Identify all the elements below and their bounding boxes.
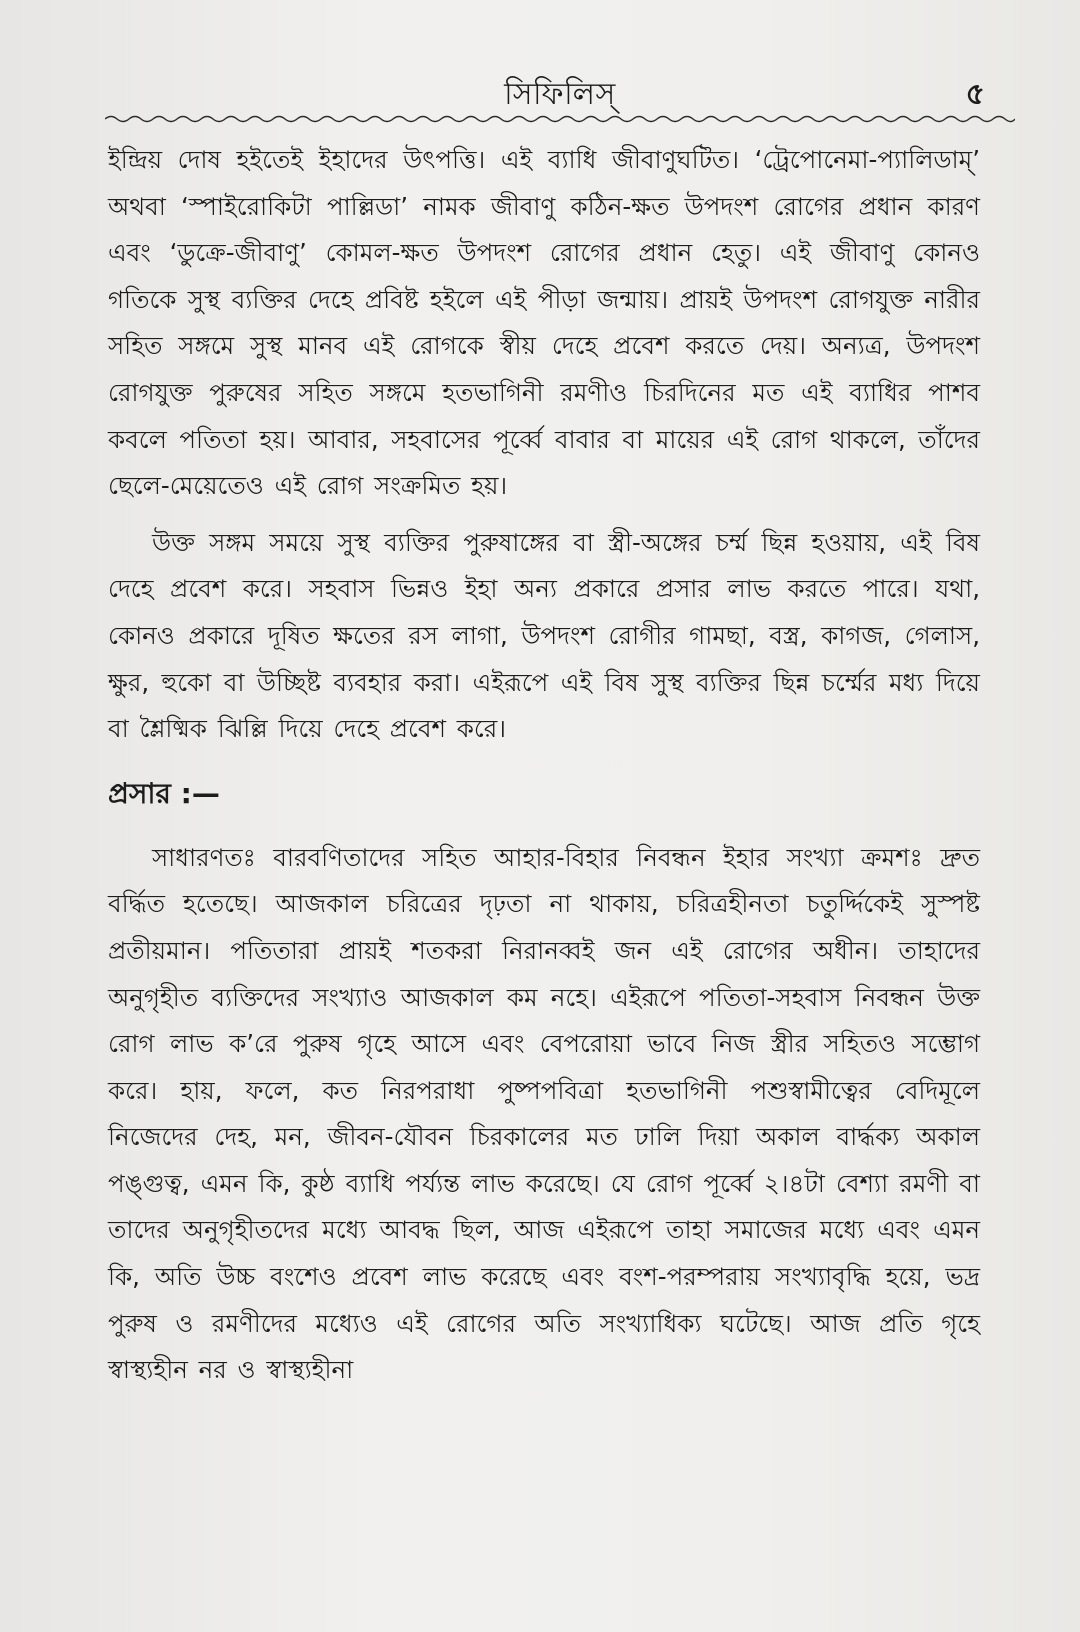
section-heading-spread: প্রসার :—	[108, 776, 220, 810]
paragraph-origin: ইন্দ্রিয় দোষ হইতেই ইহাদের উৎপত্তি। এই ব্যাধি জীবাণুঘটিত। ‘ট্রেপোনেমা-প্যালিডাম্’ অথবা ‘স্পাইরোকিটা পাল্লিডা’ নামক জীবাণু কঠিন-ক্ষত উপদংশ রোগের প্রধান কারণ এবং ‘ডুক্রে-জীবাণু’ কোমল-ক্ষত উপদংশ রোগের প্রধান হেতু। এই জীবাণু কোনও গতিকে সুস্থ ব্যক্তির দেহে প্রবিষ্ট হইলে এই পীড়া জন্মায়। প্রায়ই উপদংশ রোগযুক্ত নারীর সহিত সঙ্গমে সুস্থ মানব এই রোগকে স্বীয় দেহে প্রবেশ করতে দেয়। অন্যত্র, উপদংশ রোগযুক্ত পুরুষের সহিত সঙ্গমে হতভাগিনী রমণীও চিরদিনের মত এই ব্যাধির পাশব কবলে পতিতা হয়। আবার, সহবাসের পূর্ব্বে বাবার বা মায়ের এই রোগ থাকলে, তাঁদের ছেলে-মেয়েতেও এই রোগ সংক্রমিত হয়।	[108, 145, 980, 501]
paragraph-spread: সাধারণতঃ বারবণিতাদের সহিত আহার-বিহার নিবন্ধন ইহার সংখ্যা ক্রমশঃ দ্রুত বর্দ্ধিত হতেছে। আজকাল চরিত্রের দৃঢ়তা না থাকায়, চরিত্রহীনতা চতুর্দ্দিকেই সুস্পষ্ট প্রতীয়মান। পতিতারা প্রায়ই শতকরা নিরানব্বই জন এই রোগের অধীন। তাহাদের অনুগৃহীত ব্যক্তিদের সংখ্যাও আজকাল কম নহে। এইরূপে পতিতা-সহবাস নিবন্ধন উক্ত রোগ লাভ ক’রে পুরুষ গৃহে আসে এবং বেপরোয়া ভাবে নিজ স্ত্রীর সহিতও সম্ভোগ করে। হায়, ফলে, কত নিরপরাধা পুষ্পপবিত্রা হতভাগিনী পশুস্বামীত্বের বেদিমূলে নিজেদের দেহ, মন, জীবন-যৌবন চিরকালের মত ঢালি দিয়া অকাল বার্দ্ধক্য অকাল পঙ্গুত্ব, এমন কি, কুষ্ঠ ব্যাধি পর্য্যন্ত লাভ করেছে। যে রোগ পূর্ব্বে ২।৪টা বেশ্যা রমণী বা তাদের অনুগৃহীতদের মধ্যে আবদ্ধ ছিল, আজ এইরূপে তাহা সমাজের মধ্যে এবং এমন কি, অতি উচ্চ বংশেও প্রবেশ লাভ করেছে এবং বংশ-পরম্পরায় সংখ্যাবৃদ্ধি হয়ে, ভদ্র পুরুষ ও রমণীদের মধ্যেও এই রোগের অতি সংখ্যাধিক্য ঘটেছে। আজ প্রতি গৃহে স্বাস্থ্যহীন নর ও স্বাস্থ্যহীনা	[108, 842, 980, 1385]
paragraph-transmission: উক্ত সঙ্গম সময়ে সুস্থ ব্যক্তির পুরুষাঙ্গের বা স্ত্রী-অঙ্গের চর্ম্ম ছিন্ন হওয়ায়, এই বিষ দেহে প্রবেশ করে। সহবাস ভিন্নও ইহা অন্য প্রকারে প্রসার লাভ করতে পারে। যথা, কোনও প্রকারে দূষিত ক্ষতের রস লাগা, উপদংশ রোগীর গামছা, বস্ত্র, কাগজ, গেলাস, ক্ষুর, হুকো বা উচ্ছিষ্ট ব্যবহার করা। এইরূপে এই বিষ সুস্থ ব্যক্তির ছিন্ন চর্ম্মের মধ্য দিয়ে বা শ্লৈষ্মিক ঝিল্লি দিয়ে দেহে প্রবেশ করে।	[108, 527, 980, 744]
page-header	[105, 62, 1015, 122]
wavy-divider	[105, 114, 1015, 124]
page-number: ৫	[965, 77, 985, 112]
page-body	[108, 137, 980, 1394]
running-title: সিফিলিস্	[504, 77, 616, 112]
